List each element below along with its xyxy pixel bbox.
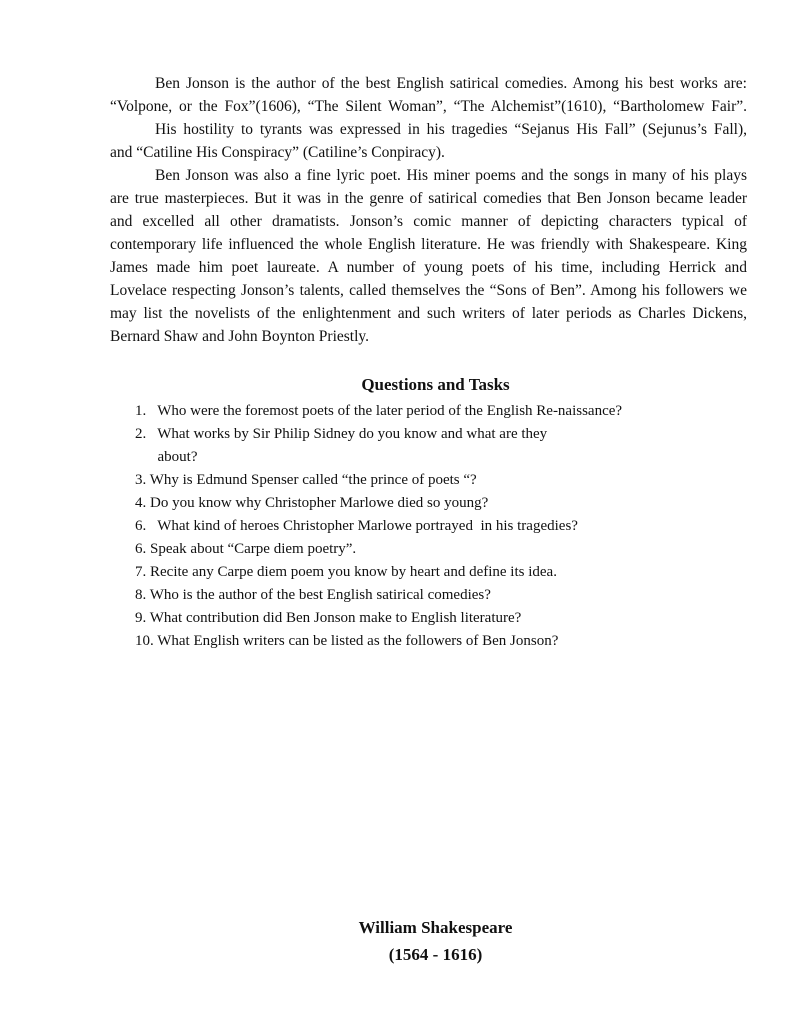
body-line: contemporary life influenced the whole English literature. He was friendly with Shakespeare. King <box>110 236 747 253</box>
question-item: 1. Who were the foremost poets of the later period of the English Re-naissance? <box>135 403 623 419</box>
body-line: Ben Jonson is the author of the best English satirical comedies. Among his best works are: <box>155 75 747 92</box>
question-item: 4. Do you know why Christopher Marlowe died so young? <box>135 495 489 511</box>
question-item: 9. What contribution did Ben Jonson make to English literature? <box>135 610 522 626</box>
body-line: His hostility to tyrants was expressed in his tragedies “Sejanus His Fall” (Sejunus’s Fall), <box>155 121 747 138</box>
body-line: Bernard Shaw and John Boynton Priestly. <box>110 328 370 345</box>
body-line: Lovelace respecting Jonson’s talents, called themselves the “Sons of Ben”. Among his followers we <box>110 282 747 299</box>
body-line: are true masterpieces. But it was in the genre of satirical comedies that Ben Jonson became leader <box>110 190 747 207</box>
question-item: 10. What English writers can be listed as the followers of Ben Jonson? <box>135 633 559 649</box>
body-line: and “Catiline His Conspiracy” (Catiline’s Conpiracy). <box>110 144 445 161</box>
question-item: about? <box>135 449 198 465</box>
body-line: may list the novelists of the enlightenment and such writers of later periods as Charles Dickens, <box>110 305 747 322</box>
question-item: 7. Recite any Carpe diem poem you know by heart and define its idea. <box>135 564 557 580</box>
question-item: 3. Why is Edmund Spenser called “the prince of poets “? <box>135 472 477 488</box>
body-line: Ben Jonson was also a fine lyric poet. His miner poems and the songs in many of his plays <box>155 167 747 184</box>
body-paragraphs <box>110 72 747 348</box>
question-item: 2. What works by Sir Philip Sidney do you know and what are they <box>135 426 548 442</box>
questions-list <box>135 400 622 653</box>
body-line: and excelled all other dramatists. Jonson’s comic manner of depicting characters typical of <box>110 213 747 230</box>
body-line: “Volpone, or the Fox”(1606), “The Silent Woman”, “The Alchemist”(1610), “Bartholomew Fair”. <box>110 98 747 115</box>
question-item: 8. Who is the author of the best English satirical comedies? <box>135 587 491 603</box>
section-dates: (1564 - 1616) <box>388 945 483 964</box>
question-item: 6. What kind of heroes Christopher Marlowe portrayed in his tragedies? <box>135 518 578 534</box>
questions-heading: Questions and Tasks <box>361 375 510 394</box>
section-title: William Shakespeare <box>358 918 513 937</box>
body-line: James made him poet laureate. A number of young poets of his time, including Herrick and <box>110 259 747 276</box>
question-item: 6. Speak about “Carpe diem poetry”. <box>135 541 357 557</box>
